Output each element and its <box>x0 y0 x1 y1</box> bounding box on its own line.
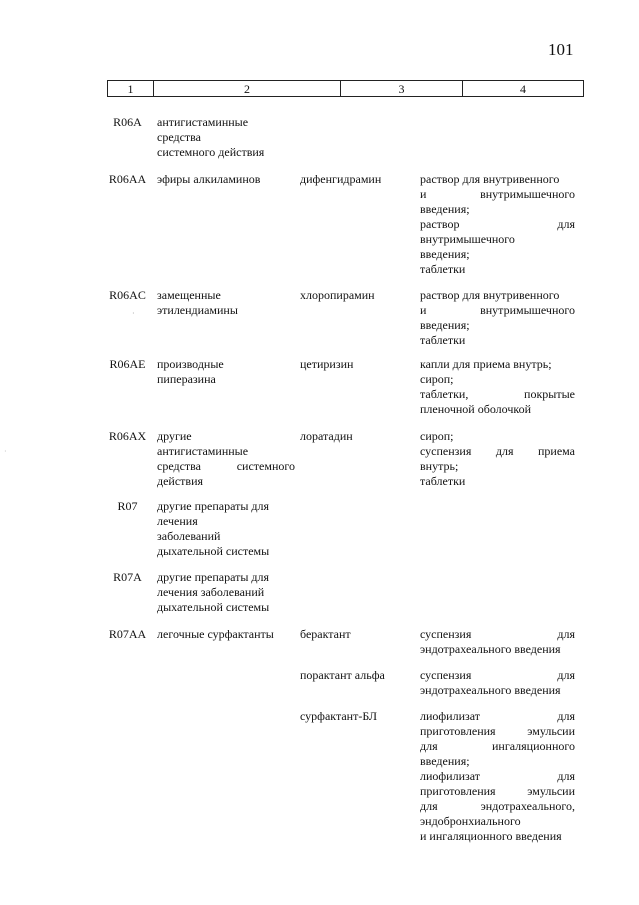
cell-line: производные <box>157 357 224 371</box>
atc-code: R06AA <box>108 172 147 186</box>
cell-line: другие <box>157 429 192 443</box>
cell-line: эндотрахеального введения <box>420 642 561 656</box>
cell-line: внутримышечного <box>420 232 515 246</box>
page-number: 101 <box>548 40 574 59</box>
cell-line: капли для приема внутрь; <box>420 357 552 371</box>
cell-line: дыхательной системы <box>157 544 270 558</box>
scan-artifact: · <box>4 447 7 456</box>
cell-line: таблетки, покрытые <box>420 387 575 401</box>
atc-group-name <box>157 115 295 160</box>
column-3-number: 3 <box>341 81 463 97</box>
atc-code: R06AX <box>108 429 147 443</box>
cell-line: антигистаминные <box>157 444 249 458</box>
cell-line: эндотрахеального введения <box>420 683 561 697</box>
cell-line: хлоропирамин <box>300 288 375 302</box>
cell-line: раствор для внутривенного <box>420 172 560 186</box>
atc-code: R06A <box>113 115 142 129</box>
dosage-forms <box>420 668 575 698</box>
scan-artifact: · <box>132 309 135 318</box>
dosage-forms <box>420 172 575 277</box>
cell-line: порактант альфа <box>300 668 385 682</box>
cell-line: для ингаляционного <box>420 739 575 753</box>
cell-line: и ингаляционного введения <box>420 829 562 843</box>
drug-name <box>300 429 416 444</box>
atc-code: R06AE <box>109 357 146 371</box>
cell-line: раствор для <box>420 217 575 231</box>
cell-line: эфиры алкиламинов <box>157 172 261 186</box>
cell-line: системного действия <box>157 145 265 159</box>
cell-line: суспензия для <box>420 627 575 641</box>
cell-line: легочные сурфактанты <box>157 627 274 641</box>
cell-line: сурфактант-БЛ <box>300 709 378 723</box>
cell-line: внутрь; <box>420 459 459 473</box>
cell-line: другие препараты для <box>157 570 270 584</box>
cell-line: лиофилизат для <box>420 769 575 783</box>
cell-line: замещенные <box>157 288 221 302</box>
atc-group-name <box>157 499 295 559</box>
cell-line: приготовления эмульсии <box>420 784 575 798</box>
cell-line: лоратадин <box>300 429 353 443</box>
cell-line: средства <box>157 130 202 144</box>
cell-line: заболеваний <box>157 529 221 543</box>
atc-group-name <box>157 357 295 387</box>
column-1-number: 1 <box>108 81 154 97</box>
dosage-forms <box>420 357 575 417</box>
cell-line: берактант <box>300 627 351 641</box>
cell-line: действия <box>157 474 204 488</box>
atc-group-name <box>157 570 295 615</box>
drug-name <box>300 627 416 642</box>
cell-line: таблетки <box>420 474 466 488</box>
cell-line: суспензия для <box>420 668 575 682</box>
cell-line: эндобронхиального <box>420 814 521 828</box>
atc-group-name <box>157 172 295 187</box>
cell-line: пиперазина <box>157 372 216 386</box>
dosage-forms <box>420 709 575 844</box>
cell-line: таблетки <box>420 262 466 276</box>
cell-line: этилендиамины <box>157 303 238 317</box>
cell-line: лечения <box>157 514 198 528</box>
cell-line: другие препараты для <box>157 499 270 513</box>
drug-name <box>300 172 416 187</box>
cell-line: введения; <box>420 754 470 768</box>
cell-line: средства системного <box>157 459 295 473</box>
cell-line: сироп; <box>420 429 454 443</box>
drug-name <box>300 357 416 372</box>
cell-line: для эндотрахеального, <box>420 799 575 813</box>
atc-code: R07 <box>117 499 138 513</box>
cell-line: раствор для внутривенного <box>420 288 560 302</box>
cell-line: дифенгидрамин <box>300 172 382 186</box>
drug-name <box>300 709 416 724</box>
cell-line: лиофилизат для <box>420 709 575 723</box>
dosage-forms <box>420 288 575 348</box>
atc-code: R07A <box>113 570 142 584</box>
column-4-number: 4 <box>463 81 584 97</box>
cell-line: таблетки <box>420 333 466 347</box>
cell-line: суспензия для приема <box>420 444 575 458</box>
column-number-header <box>107 80 584 97</box>
drug-name <box>300 668 416 683</box>
cell-line: пленочной оболочкой <box>420 402 532 416</box>
cell-line: антигистаминные <box>157 115 249 129</box>
dosage-forms <box>420 627 575 657</box>
atc-group-name <box>157 627 295 642</box>
dosage-forms <box>420 429 575 489</box>
atc-code: R07AA <box>108 627 147 641</box>
cell-line: приготовления эмульсии <box>420 724 575 738</box>
drug-name <box>300 288 416 303</box>
column-2-number: 2 <box>154 81 341 97</box>
atc-group-name <box>157 288 295 318</box>
cell-line: введения; <box>420 202 470 216</box>
cell-line: введения; <box>420 247 470 261</box>
cell-line: и внутримышечного <box>420 303 575 317</box>
atc-code: R06AC <box>109 288 146 302</box>
cell-line: лечения заболеваний <box>157 585 265 599</box>
cell-line: и внутримышечного <box>420 187 575 201</box>
cell-line: введения; <box>420 318 470 332</box>
cell-line: дыхательной системы <box>157 600 270 614</box>
cell-line: цетиризин <box>300 357 354 371</box>
atc-group-name <box>157 429 295 489</box>
cell-line: сироп; <box>420 372 454 386</box>
